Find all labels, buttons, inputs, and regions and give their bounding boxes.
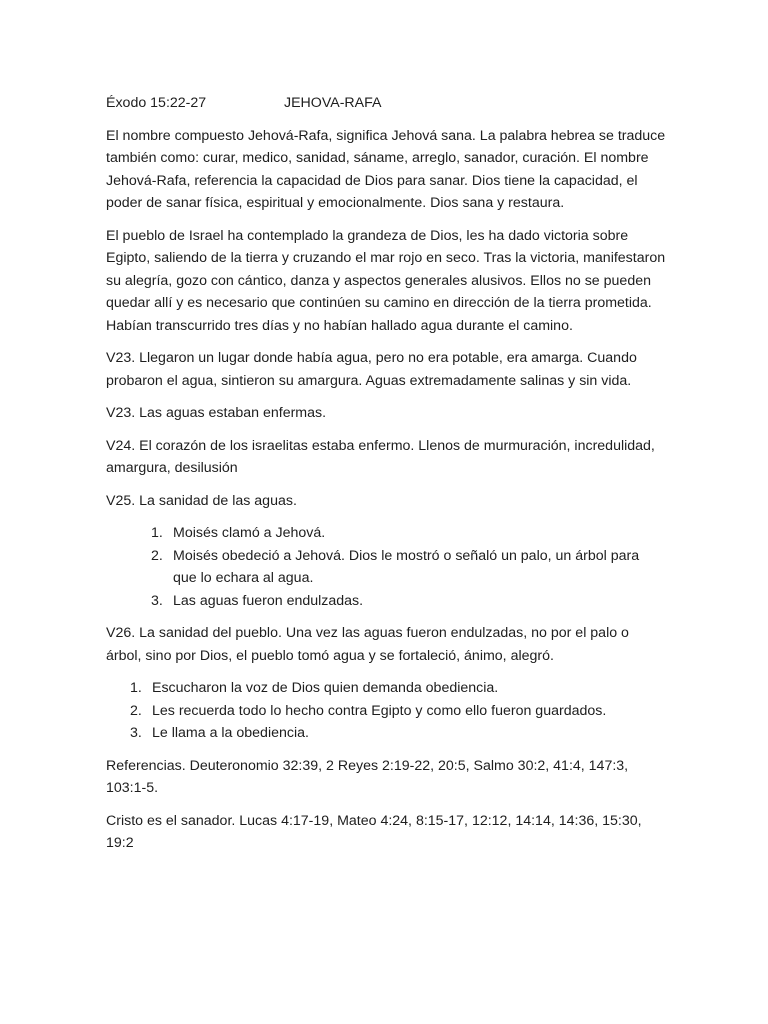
list-item [106, 590, 666, 613]
list-item [106, 677, 666, 700]
document-heading [106, 92, 666, 115]
list-number: 2. [151, 547, 163, 564]
list-v26 [106, 677, 666, 745]
document-title: JEHOVA-RAFA [284, 95, 382, 111]
scripture-reference: Éxodo 15:22-27 [106, 95, 207, 111]
paragraph-v23-sick-waters: V23. Las aguas estaban enfermas. [106, 405, 327, 421]
list-item [106, 722, 666, 745]
list-text: Moisés obedeció a Jehová. Dios le mostró o señaló un palo, un árbol para que lo echara al agua. [173, 547, 640, 586]
list-number: 1. [130, 680, 142, 696]
list-item [106, 545, 666, 590]
list-item [106, 700, 666, 723]
paragraph-name-meaning: El nombre compuesto Jehová-Rafa, significa Jehová sana. La palabra hebrea se traduce también como: curar, medico, sanidad, sáname, arreglo, sanador, curación. El nombre Jehová-Rafa, referencia la capacidad de Dios para sanar. Dios tiene la capacidad, el poder de sanar física, espiritual y emocionalmente. Dios sana y restaura. [106, 127, 666, 211]
list-text: Les recuerda todo lo hecho contra Egipto y como ello fueron guardados. [152, 702, 607, 719]
list-item [106, 522, 666, 545]
list-number: 1. [151, 525, 163, 541]
paragraph-v23-bitter-water: V23. Llegaron un lugar donde había agua, pero no era potable, era amarga. Cuando probaron el agua, sintieron su amargura. Aguas extremadamente salinas y sin vida. [106, 350, 637, 389]
list-number: 3. [130, 725, 142, 741]
paragraph-v25-healing-waters: V25. La sanidad de las aguas. [106, 492, 297, 509]
document-page [106, 92, 666, 865]
list-text: Las aguas fueron endulzadas. [173, 592, 364, 609]
paragraph-v24-sick-heart: V24. El corazón de los israelitas estaba enfermo. Llenos de murmuración, incredulidad, amargura, desilusión [106, 437, 655, 476]
paragraph-christ-healer: Cristo es el sanador. Lucas 4:17-19, Mateo 4:24, 8:15-17, 12:12, 14:14, 14:36, 15:30, 19:2 [106, 812, 642, 851]
list-text: Le llama a la obediencia. [152, 725, 309, 741]
list-text: Moisés clamó a Jehová. [173, 525, 326, 541]
list-number: 3. [151, 592, 163, 609]
list-text: Escucharon la voz de Dios quien demanda obediencia. [152, 680, 499, 696]
paragraph-israel-journey: El pueblo de Israel ha contemplado la grandeza de Dios, les ha dado victoria sobre Egipto, saliendo de la tierra y cruzando el mar rojo en seco. Tras la victoria, manifestaron su alegría, gozo con cántico, danza y aspectos generales alusivos. Ellos no se pueden quedar allí y es necesario que continúen su camino en dirección de la tierra prometida. Habían transcurrido tres días y no habían hallado agua durante el camino. [106, 227, 666, 334]
list-number: 2. [130, 702, 142, 719]
paragraph-v26-healing-people: V26. La sanidad del pueblo. Una vez las aguas fueron endulzadas, no por el palo o árbol, sino por Dios, el pueblo tomó agua y se fortaleció, ánimo, alegró. [106, 625, 629, 664]
paragraph-references: Referencias. Deuteronomio 32:39, 2 Reyes 2:19-22, 20:5, Salmo 30:2, 41:4, 147:3, 103:1-5. [106, 757, 629, 796]
list-v25 [106, 522, 666, 612]
